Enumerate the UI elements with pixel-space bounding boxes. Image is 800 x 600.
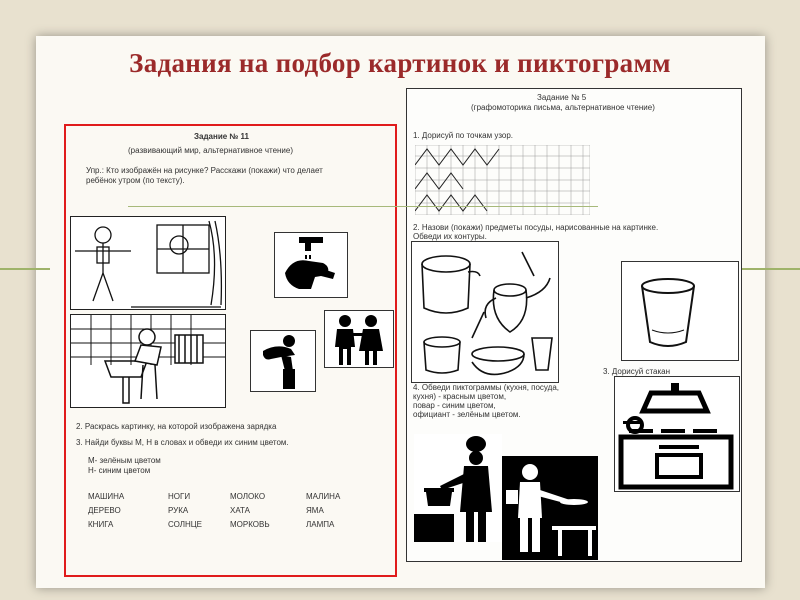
word-2-1: СОЛНЦЕ: [168, 520, 203, 529]
wash-hands-pictogram: [274, 232, 348, 298]
divider-right: [742, 268, 800, 270]
divider-left: [0, 268, 50, 270]
right-task-1: 1. Дорисуй по точкам узор.: [413, 131, 514, 140]
bathroom-washing-illustration: [70, 314, 226, 408]
left-task-2: 2. Раскрась картинку, на которой изображена зарядка: [76, 422, 277, 431]
word-2-0: КНИГА: [88, 520, 114, 529]
word-0-1: НОГИ: [168, 492, 191, 501]
pattern-grid: [415, 145, 590, 215]
waiter-pictogram: [502, 456, 598, 560]
word-0-3: МАЛИНА: [306, 492, 341, 501]
right-task-2b: Обведи их контуры.: [413, 232, 487, 241]
left-legend-1: М- зелёным цветом: [88, 456, 161, 465]
right-task-4a: 4. Обведи пиктограммы (кухня, посуда,: [413, 383, 559, 392]
word-2-2: МОРКОВЬ: [230, 520, 270, 529]
word-1-0: ДЕРЕВО: [88, 506, 121, 515]
children-pictogram: [324, 310, 394, 368]
kitchen-pictogram: [614, 376, 740, 492]
right-task-4b: кухня) - красным цветом,: [413, 392, 507, 401]
word-0-0: МАШИНА: [88, 492, 125, 501]
exercise-pictogram: [250, 330, 316, 392]
right-task-heading: Задание № 5: [537, 93, 587, 102]
right-task-4c: повар - синим цветом,: [413, 401, 496, 410]
right-task-3: 3. Дорисуй стакан: [603, 367, 671, 376]
dishes-illustration: [411, 241, 559, 383]
slide-title: Задания на подбор картинок и пиктограмм: [129, 48, 671, 78]
word-1-1: РУКА: [168, 506, 189, 515]
right-task-subheading: (графомоторика письма, альтернативное чтение): [471, 103, 655, 112]
morning-exercise-illustration: [70, 216, 226, 310]
word-1-3: ЯМА: [306, 506, 324, 515]
right-task-2a: 2. Назови (покажи) предметы посуды, нарисованные на картинке.: [413, 223, 659, 232]
word-2-3: ЛАМПА: [306, 520, 335, 529]
left-task-3: 3. Найди буквы М, Н в словах и обведи их синим цветом.: [76, 438, 289, 447]
left-legend-2: Н- синим цветом: [88, 466, 151, 475]
divider-center: [128, 206, 598, 207]
left-task-heading: Задание № 11: [194, 132, 250, 141]
word-0-2: МОЛОКО: [230, 492, 266, 501]
cook-pictogram: [414, 434, 502, 542]
word-1-2: ХАТА: [230, 506, 251, 515]
left-instruction-2: ребёнок утром (по тексту).: [86, 176, 185, 185]
left-task-subheading: (развивающий мир, альтернативное чтение): [128, 146, 294, 155]
left-instruction-1: Упр.: Кто изображён на рисунке? Расскажи (покажи) что делает: [86, 166, 323, 175]
right-task-4d: официант - зелёным цветом.: [413, 410, 521, 419]
glass-illustration: [621, 261, 739, 361]
